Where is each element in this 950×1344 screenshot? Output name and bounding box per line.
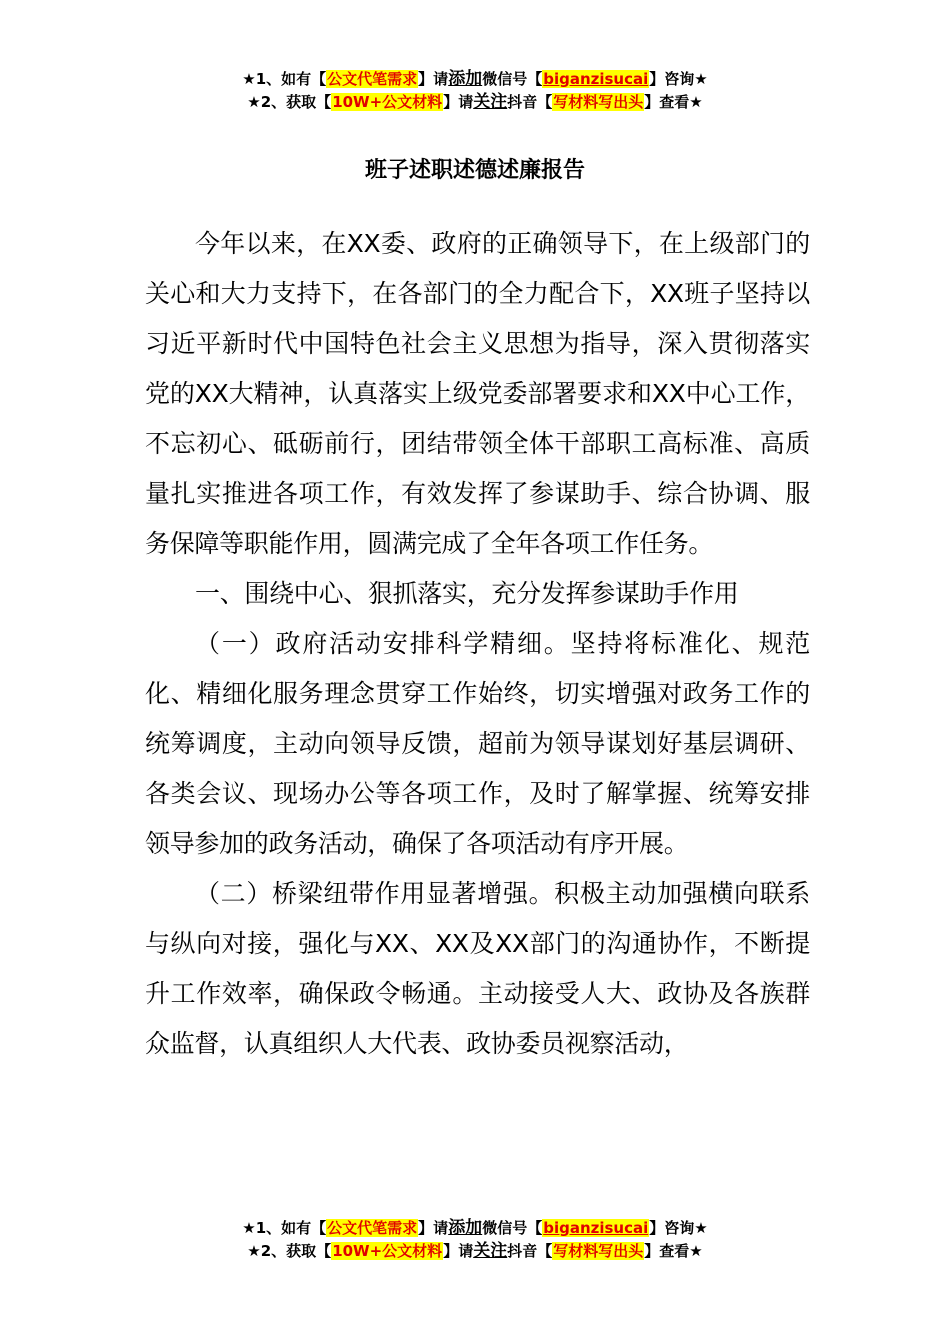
- promo-line-2: [0, 91, 950, 114]
- promo-text: 】请: [418, 1219, 449, 1237]
- promo-text: 抖音【: [507, 1242, 553, 1260]
- promo-text: 】咨询★: [649, 1219, 708, 1237]
- promo-text: 】查看★: [644, 93, 703, 111]
- promo-emphasis: 添加: [448, 69, 483, 89]
- promo-text: 】请: [418, 70, 449, 88]
- section-heading: 一、围绕中心、狠抓落实，充分发挥参谋助手作用: [195, 579, 739, 608]
- promo-line-2: [0, 1240, 950, 1263]
- promo-emphasis: 添加: [448, 1218, 483, 1238]
- promo-emphasis: 关注: [473, 92, 508, 112]
- document-body: [145, 219, 810, 1069]
- promo-highlight: 10W+公文材料: [332, 1242, 443, 1260]
- promo-text: 微信号【: [482, 70, 543, 88]
- promo-text: 】请: [443, 93, 474, 111]
- promo-text: 】请: [443, 1242, 474, 1260]
- document-title: 班子述职述德述廉报告: [364, 158, 585, 183]
- promo-text: 抖音【: [507, 93, 553, 111]
- promo-banner-bottom: [0, 1217, 950, 1263]
- promo-emphasis: 关注: [473, 1241, 508, 1261]
- promo-highlight: 公文代笔需求: [327, 1219, 418, 1237]
- body-paragraph: （二）桥梁纽带作用显著增强。积极主动加强横向联系与纵向对接，强化与XX、XX及XX部门的沟通协作，不断提升工作效率，确保政令畅通。主动接受人大、政协及各族群众监督，认真组织人大代表、政协委员视察活动，: [145, 879, 810, 1058]
- promo-highlight: 公文代笔需求: [327, 70, 418, 88]
- promo-line-1: [0, 68, 950, 91]
- promo-text: 】查看★: [644, 1242, 703, 1260]
- promo-highlight: 10W+公文材料: [332, 93, 443, 111]
- promo-banner-top: [0, 68, 950, 114]
- wechat-id-highlight: biganzisucai: [543, 1219, 649, 1237]
- promo-text: ★2、获取【: [247, 1242, 332, 1260]
- promo-text: 微信号【: [482, 1219, 543, 1237]
- promo-line-1: [0, 1217, 950, 1240]
- body-paragraph: （一）政府活动安排科学精细。坚持将标准化、规范化、精细化服务理念贯穿工作始终，切实增强对政务工作的统筹调度，主动向领导反馈，超前为领导谋划好基层调研、各类会议、现场办公等各项工作，及时了解掌握、统筹安排领导参加的政务活动，确保了各项活动有序开展。: [145, 629, 810, 858]
- douyin-id-highlight: 写材料写出头: [553, 93, 644, 111]
- promo-text: ★1、如有【: [242, 1219, 327, 1237]
- douyin-id-highlight: 写材料写出头: [553, 1242, 644, 1260]
- body-paragraph: 今年以来，在XX委、政府的正确领导下，在上级部门的关心和大力支持下，在各部门的全力配合下，XX班子坚持以习近平新时代中国特色社会主义思想为指导，深入贯彻落实党的XX大精神，认真落实上级党委部署要求和XX中心工作，不忘初心、砥砺前行，团结带领全体干部职工高标准、高质量扎实推进各项工作，有效发挥了参谋助手、综合协调、服务保障等职能作用，圆满完成了全年各项工作任务。: [145, 229, 810, 558]
- promo-text: 】咨询★: [649, 70, 708, 88]
- promo-text: ★1、如有【: [242, 70, 327, 88]
- promo-text: ★2、获取【: [247, 93, 332, 111]
- wechat-id-highlight: biganzisucai: [543, 70, 649, 88]
